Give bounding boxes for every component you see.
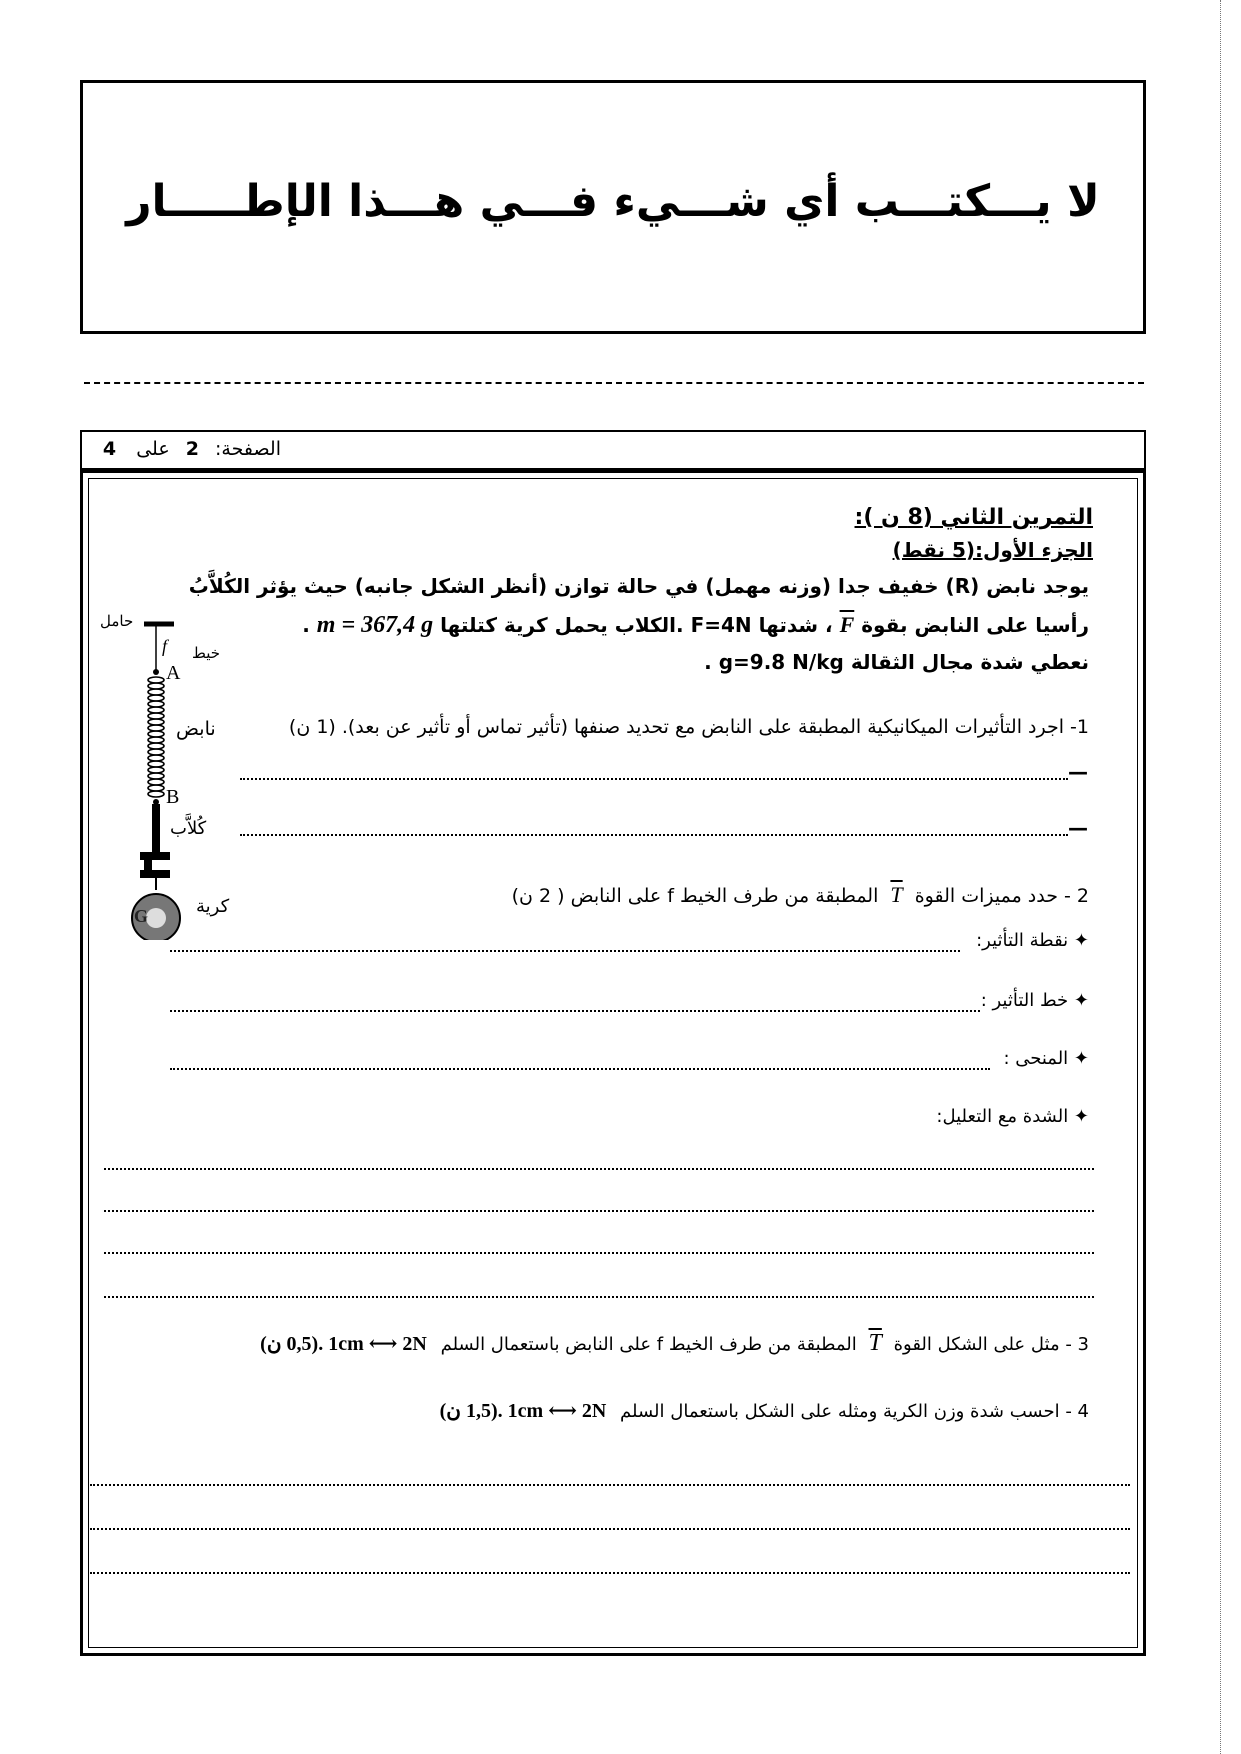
- question-1: 1- اجرد التأثيرات الميكانيكية المطبقة على النابض مع تحديد صنفها (تأثير تماس أو تأثير عن بعد). (1 ن): [288, 716, 1089, 738]
- force-vector-t-q3: T: [868, 1330, 882, 1356]
- part-title: الجزء الأول:(5 نقط): [892, 538, 1093, 562]
- exercise-title: التمرين الثاني (8 ن ):: [854, 505, 1093, 530]
- question-3: [260, 1330, 1089, 1357]
- point-a-label: A: [166, 662, 181, 684]
- answer-line[interactable]: [104, 1252, 1094, 1254]
- thread-label: خيط: [192, 644, 221, 662]
- intro-line-3: نعطي شدة مجال الثقالة g=9.8 N/kg .: [704, 650, 1089, 674]
- answer-line[interactable]: [240, 834, 1068, 836]
- answer-dash: —: [1068, 760, 1088, 784]
- answer-line[interactable]: [240, 778, 1068, 780]
- hook-bottom: [140, 870, 170, 878]
- answer-line[interactable]: [104, 1168, 1094, 1170]
- question-2: [512, 882, 1089, 908]
- question-2b: المطبقة من طرف الخيط f على النابض ( 2 ن): [511, 885, 879, 907]
- q2-magnitude-label: ✦ الشدة مع التعليل:: [936, 1106, 1089, 1127]
- answer-line[interactable]: [104, 1210, 1094, 1212]
- spring-coils: [148, 677, 164, 797]
- spring-label: نابض: [176, 718, 216, 740]
- page-label: الصفحة:: [214, 438, 281, 460]
- force-vector-t: T: [890, 882, 903, 907]
- hook-rod: [152, 804, 160, 854]
- answer-line[interactable]: [170, 1068, 990, 1070]
- point-b-label: B: [166, 786, 180, 808]
- intro-line-2a: رأسيا على النابض بقوة: [861, 613, 1089, 637]
- question-2a: 2 - حدد مميزات القوة: [914, 885, 1089, 907]
- spring-figure: [100, 600, 290, 940]
- answer-dash: —: [1068, 816, 1088, 840]
- question-4a: 4 - احسب شدة وزن الكرية ومثله على الشكل باستعمال السلم: [620, 1401, 1089, 1422]
- answer-line[interactable]: [90, 1528, 1130, 1530]
- ball-center-ring: [146, 908, 166, 928]
- center-g-label: G: [134, 906, 149, 926]
- point-a-dot: [153, 669, 159, 675]
- scan-margin-line: [1220, 0, 1221, 1754]
- q4-scale: 1cm ⟷ 2N .(1,5 ن): [439, 1400, 607, 1422]
- question-3a: 3 - مثل على الشكل القوة: [893, 1334, 1089, 1355]
- question-4: [440, 1398, 1089, 1423]
- hook-label: كُلاَّب: [170, 818, 207, 839]
- answer-line[interactable]: [90, 1484, 1130, 1486]
- intro-line-2b: ، شدتها F=4N .الكلاب يحمل كرية كتلتها: [440, 613, 833, 637]
- q2-line-label: ✦ خط التأثير :: [980, 990, 1089, 1011]
- no-write-notice: لا يـــكتـــب أي شـــيء فـــي هـــذا الإطـــــار: [126, 176, 1100, 227]
- q2-direction-label: ✦ المنحى :: [1003, 1048, 1089, 1069]
- page-info: [103, 438, 281, 460]
- answer-line[interactable]: [170, 1010, 980, 1012]
- page-of: على: [136, 438, 170, 460]
- q3-scale: 1cm ⟷ 2N .(0,5 ن): [260, 1333, 427, 1355]
- page-current: 2: [185, 438, 199, 460]
- mass-value: m = 367,4 g: [316, 612, 434, 638]
- thread-symbol: f: [162, 636, 168, 656]
- answer-line[interactable]: [90, 1572, 1130, 1574]
- answer-line[interactable]: [170, 950, 960, 952]
- intro-line-2-end: .: [302, 613, 310, 637]
- q2-point-label: ✦ نقطة التأثير:: [976, 930, 1089, 951]
- intro-line-1: يوجد نابض (R) خفيف جدا (وزنه مهمل) في حالة توازن (أنظر الشكل جانبه) حيث يؤثر الكُلاَّبُ: [188, 574, 1089, 598]
- hook-top: [140, 852, 170, 860]
- page-total: 4: [102, 438, 117, 460]
- question-3b: المطبقة من طرف الخيط f على النابض باستعمال السلم: [440, 1334, 857, 1355]
- cut-line: [84, 382, 1144, 384]
- answer-line[interactable]: [104, 1296, 1094, 1298]
- support-label: حامل: [100, 614, 134, 630]
- intro-line-2: [302, 612, 1089, 639]
- ball-label: كرية: [196, 896, 230, 917]
- force-vector-f: F: [839, 612, 855, 637]
